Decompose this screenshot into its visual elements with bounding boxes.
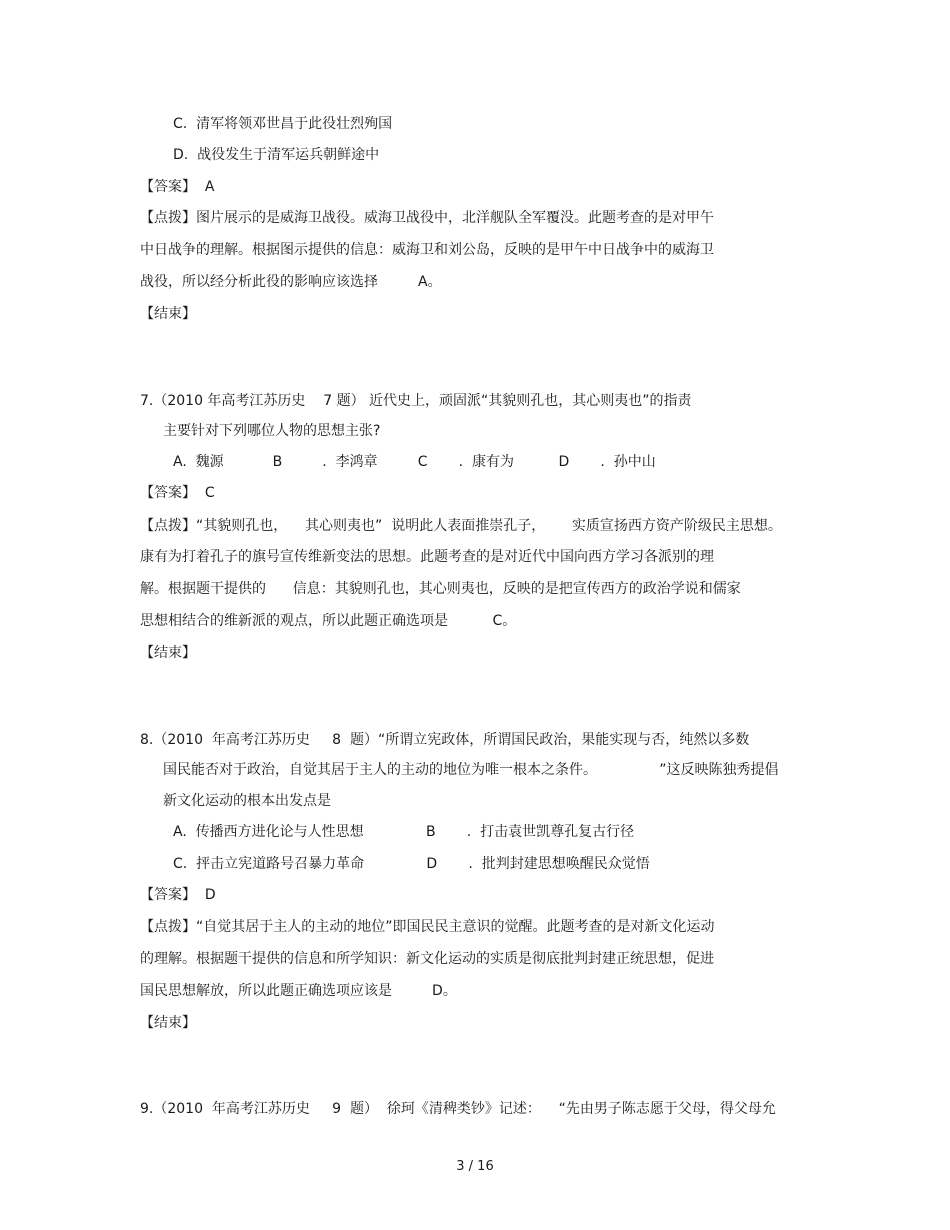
option-d-text: D. 战役发生于清军运兵朝鲜途中 [173,147,380,163]
explanation-line: 康有为打着孔子的旗号宣传维新变法的思想。此题考查的是对近代中国向西方学习各派别的理 [140,549,714,565]
end-marker: 【结束】 [140,306,196,322]
question-8-stem-cont: 国民能否对于政治，自觉其居于主人的主动的地位为唯一根本之条件。 ”这反映陈独秀提倡 [163,762,779,778]
explanation-line: 的理解。根据题干提供的信息和所学知识：新文化运动的实质是彻底批判封建正统思想，促进 [140,951,714,967]
question-8-stem-cont: 新文化运动的根本出发点是 [163,793,331,809]
question-7-stem: 7.（2010 年高考江苏历史 7 题） 近代史上，顽固派“其貌则孔也，其心则夷也”的指责 [140,393,692,409]
question-8-options-cd: C. 抨击立宪道路号召暴力革命 D . 批判封建思想唤醒民众觉悟 [173,856,650,872]
end-marker: 【结束】 [140,645,196,661]
question-7-stem-cont: 主要针对下列哪位人物的思想主张? [163,423,381,439]
question-8-stem: 8.（2010 年高考江苏历史 8 题）“所谓立宪政体，所谓国民政治，果能实现与否，纯然以多数 [140,732,750,748]
page-number: 3 / 16 [456,1159,494,1174]
answer-line: 【答案】 A [140,179,215,195]
explanation-line: 【点拨】“其貌则孔也， 其心则夷也” 说明此人表面推崇孔子， 实质宣扬西方资产阶级民主思想。 [140,518,782,534]
explanation-line: 思想相结合的维新派的观点，所以此题正确选项是 C。 [140,613,517,629]
end-marker: 【结束】 [140,1015,196,1031]
explanation-line: 【点拨】“自觉其居于主人的主动的地位”即国民民主意识的觉醒。此题考查的是对新文化运动 [140,919,715,935]
question-8-options-ab: A. 传播西方进化论与人性思想 B . 打击袁世凯尊孔复古行径 [173,824,635,840]
option-c-text: C. 清军将领邓世昌于此役壮烈殉国 [173,116,393,132]
question-7-options: A. 魏源 B . 李鸿章 C . 康有为 D . 孙中山 [173,454,656,470]
explanation-line: 中日战争的理解。根据图示提供的信息：威海卫和刘公岛，反映的是甲午中日战争中的威海卫 [140,242,714,258]
explanation-line: 【点拨】图片展示的是威海卫战役。威海卫战役中，北洋舰队全军覆没。此题考查的是对甲午 [140,210,714,226]
explanation-line: 战役，所以经分析此役的影响应该选择 A。 [140,274,442,290]
explanation-line: 国民思想解放，所以此题正确选项应该是 D。 [140,983,457,999]
answer-line: 【答案】 C [140,485,215,501]
answer-line: 【答案】 D [140,887,216,903]
explanation-line: 解。根据题干提供的 信息：其貌则孔也，其心则夷也，反映的是把宣传西方的政治学说和儒家 [140,581,741,597]
question-9-stem: 9.（2010 年高考江苏历史 9 题） 徐珂《清稗类钞》记述： “先由男子陈志愿于父母，得父母允 [140,1101,776,1117]
